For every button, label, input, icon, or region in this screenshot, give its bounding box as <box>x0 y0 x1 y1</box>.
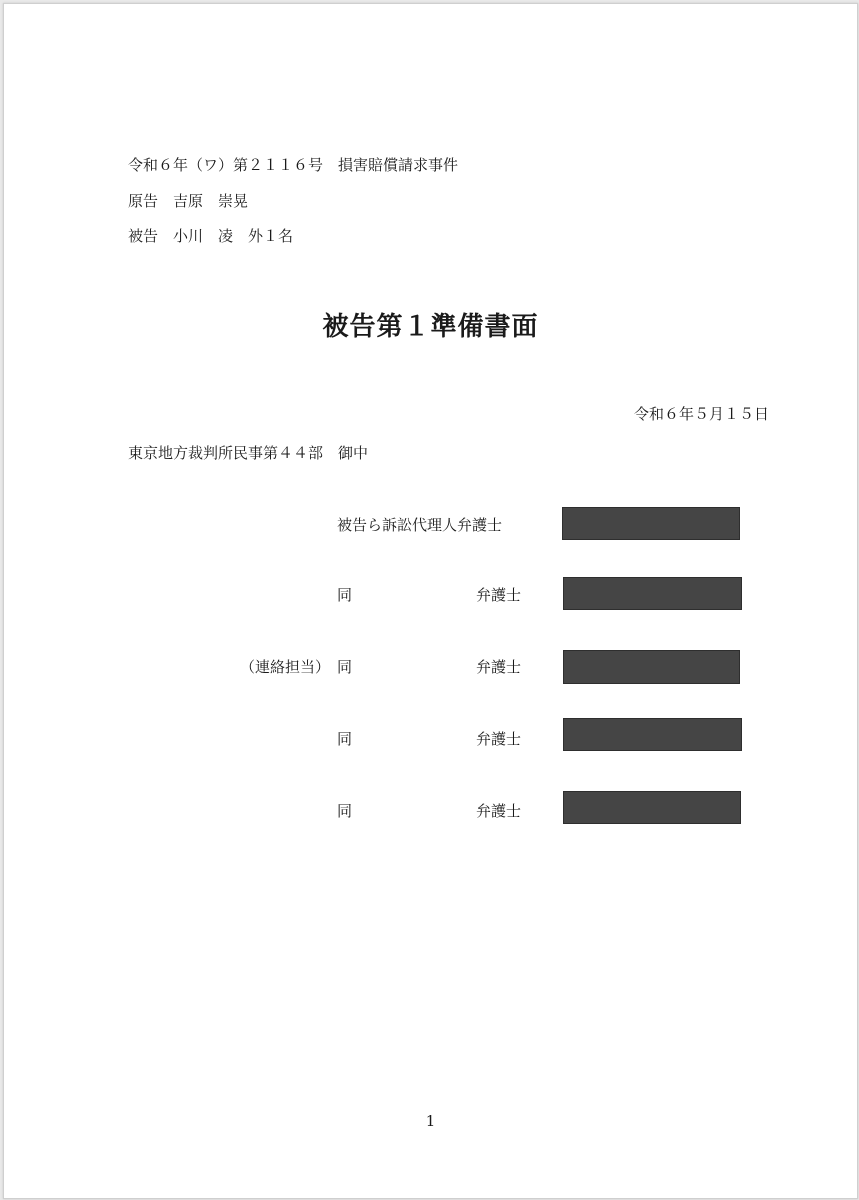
signatory-title: 弁護士 <box>476 802 522 820</box>
document-date: 令和６年５月１５日 <box>633 405 769 423</box>
case-number-line: 令和６年（ワ）第２１１６号 損害賠償請求事件 <box>128 156 459 174</box>
signatory-role: 同 <box>337 658 353 676</box>
signatory-prefix: （連絡担当） <box>239 658 330 676</box>
document-title: 被告第１準備書面 <box>322 312 539 342</box>
signatory-role: 被告ら訴訟代理人弁護士 <box>337 516 503 534</box>
signatory-role: 同 <box>337 802 353 820</box>
plaintiff-line: 原告 吉原 崇晃 <box>128 192 249 210</box>
signatory-title: 弁護士 <box>476 730 522 748</box>
signatory-role: 同 <box>337 586 353 604</box>
signatory-title: 弁護士 <box>476 658 522 676</box>
redacted-name-block <box>563 577 742 610</box>
redacted-name-block <box>563 718 742 751</box>
signatory-title: 弁護士 <box>476 586 522 604</box>
defendant-line: 被告 小川 凌 外１名 <box>128 227 294 245</box>
page-number: 1 <box>425 1112 436 1130</box>
signatory-role: 同 <box>337 730 353 748</box>
redacted-name-block <box>563 791 741 824</box>
court-addressee: 東京地方裁判所民事第４４部 御中 <box>128 444 369 462</box>
document-page <box>3 3 858 1199</box>
redacted-name-block <box>563 650 740 684</box>
redacted-name-block <box>562 507 740 540</box>
